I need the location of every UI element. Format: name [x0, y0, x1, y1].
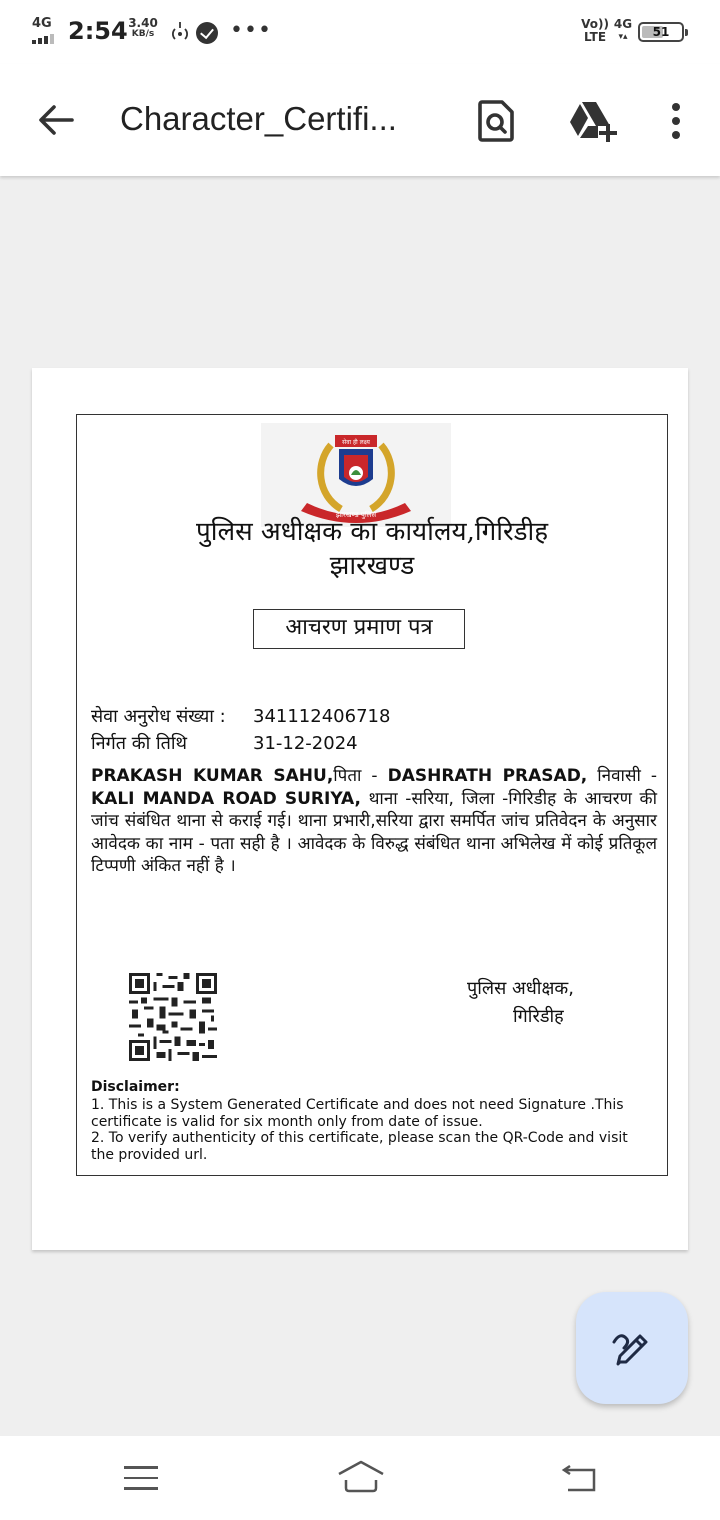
- recent-apps-icon[interactable]: [124, 1466, 158, 1492]
- svg-text:झारखण्ड पुलिस: झारखण्ड पुलिस: [335, 511, 377, 519]
- back-nav-icon[interactable]: [560, 1464, 598, 1494]
- qr-code-icon: [129, 973, 217, 1061]
- certificate: [76, 414, 668, 1176]
- address: KALI MANDA ROAD SURIYA,: [91, 788, 361, 809]
- check-circle-icon: [196, 22, 218, 44]
- svg-text:सेवा ही लक्ष्य: सेवा ही लक्ष्य: [342, 439, 370, 446]
- certificate-body: PRAKASH KUMAR SAHU,पिता - DASHRATH PRASAD, निवासी - KALI MANDA ROAD SURIYA, थाना -सरिया, जिला -गिरिडीह के आचरण की जांच संबंधित थाना से कराई गई। थाना प्रभारी,सरिया द्वारा समर्पित जांच प्रतिवेदन के अनुसार आवेदक का नाम - पता सही है । आवेदक के विरुद्ध संबंधित थाना अभिलेख में कोई प्रतिकूल टिप्पणी अंकित नहीं है ।: [91, 766, 657, 876]
- edit-fab-button[interactable]: [576, 1292, 688, 1404]
- certificate-title: आचरण प्रमाण पत्र: [253, 609, 465, 649]
- clock: 2:54: [68, 17, 128, 45]
- issue-date: 31-12-2024: [253, 733, 358, 754]
- volte-indicator: Vo)) LTE: [581, 17, 609, 44]
- home-icon[interactable]: [336, 1458, 386, 1494]
- network-type-right: 4G ▾▴: [613, 17, 633, 42]
- overflow-menu-icon[interactable]: [664, 100, 688, 140]
- app-bar: [0, 64, 720, 176]
- network-type: 4G: [32, 16, 52, 31]
- more-dots-icon: •••: [230, 18, 272, 43]
- disclaimer-text: [91, 1097, 651, 1163]
- document-page: [32, 368, 688, 1250]
- office-heading: पुलिस अधीक्षक का कार्यालय,गिरिडीह झारखण्ड: [195, 517, 549, 581]
- certificate-meta: [91, 703, 391, 757]
- battery-icon: [638, 22, 684, 42]
- applicant-name: PRAKASH KUMAR SAHU,: [91, 766, 334, 786]
- network-speed: 3.40 KB/s: [128, 16, 158, 39]
- hotspot-icon: [168, 20, 192, 44]
- disclaimer-title: Disclaimer:: [91, 1079, 180, 1095]
- document-title: Character_Certifi...: [120, 100, 397, 137]
- status-bar: [0, 0, 720, 64]
- request-number-row: सेवा अनुरोध संख्या : 341112406718: [91, 703, 226, 730]
- edit-pen-icon: [610, 1326, 654, 1370]
- drive-add-icon[interactable]: [566, 100, 618, 142]
- battery-level: 51: [652, 25, 670, 39]
- signal-icon: [32, 16, 58, 46]
- disclaimer-item: 1. This is a System Generated Certificate and does not need Signature .This certificate is valid for six month only from date of issue.: [91, 1097, 624, 1130]
- system-nav-bar: [0, 1436, 720, 1520]
- father-name: DASHRATH PRASAD,: [387, 766, 588, 786]
- request-number: 341112406718: [253, 706, 391, 727]
- issue-date-row: निर्गत की तिथि 31-12-2024: [91, 730, 226, 757]
- search-document-icon[interactable]: [474, 98, 518, 144]
- disclaimer-item: 2. To verify authenticity of this certificate, please scan the QR-Code and visit the provided url.: [91, 1130, 628, 1163]
- back-arrow-icon[interactable]: [34, 100, 78, 140]
- police-emblem-logo: [261, 423, 451, 527]
- signatory: पुलिस अधीक्षक, गिरिडीह: [467, 978, 574, 1027]
